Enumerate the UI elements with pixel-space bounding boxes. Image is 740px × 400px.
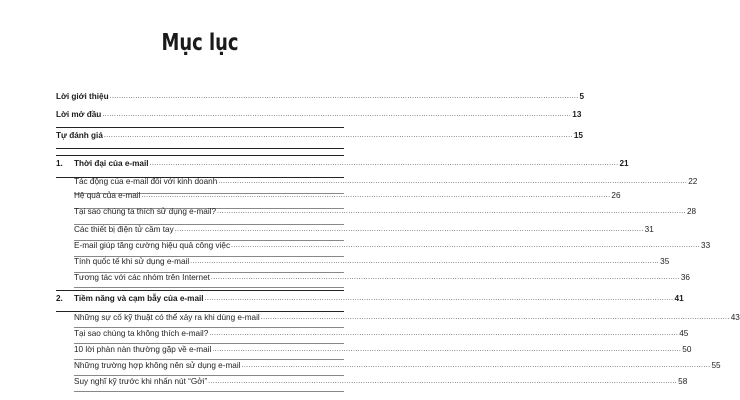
page-number: 21	[619, 159, 629, 168]
page-number: 28	[687, 207, 697, 216]
toc-entry	[74, 236, 711, 251]
page-number: 35	[660, 257, 670, 266]
page-title: Mục lục	[161, 30, 239, 56]
page-number: 55	[711, 361, 721, 370]
dot-leader: ........................................................................................................................................................................................................	[217, 208, 686, 215]
toc-entry	[56, 87, 585, 102]
entry-title: Thời đại của e-mail	[74, 159, 149, 168]
toc-entry	[74, 324, 689, 339]
dot-leader: ........................................................................................................................................................................................................	[149, 160, 619, 167]
page-number: 13	[572, 110, 582, 119]
dot-leader: ........................................................................................................................................................................................................	[260, 314, 730, 321]
chapter-number: 2.	[56, 294, 63, 303]
page-number: 22	[688, 177, 698, 186]
toc-entry	[56, 126, 583, 141]
dot-leader: ........................................................................................................................................................................................................	[109, 93, 579, 100]
entry-title: Tác động của e-mail đối với kinh doanh	[74, 177, 218, 186]
dot-leader: ........................................................................................................................................................................................................	[174, 226, 644, 233]
dot-leader: ........................................................................................................................................................................................................	[241, 362, 711, 369]
page-number: 26	[611, 191, 621, 200]
entry-title: Hệ quả của e-mail	[74, 191, 141, 200]
toc-entry	[74, 340, 692, 355]
toc-entry	[74, 172, 698, 187]
entry-title: Suy nghĩ kỹ trước khi nhấn nút “Gởi”	[74, 377, 208, 386]
toc-entry	[74, 220, 654, 235]
dot-leader: ........................................................................................................................................................................................................	[209, 330, 679, 337]
dot-leader: ........................................................................................................................................................................................................	[103, 132, 573, 139]
page-number: 15	[573, 131, 583, 140]
entry-title: Tính quốc tế khi sử dụng e-mail	[74, 257, 190, 266]
dot-leader: ........................................................................................................................................................................................................	[212, 346, 682, 353]
page-number: 5	[579, 92, 585, 101]
toc-entry	[74, 186, 621, 201]
dot-leader: ........................................................................................................................................................................................................	[102, 111, 572, 118]
entry-title: Lời mở đầu	[56, 110, 102, 119]
entry-title: E-mail giúp tăng cường hiệu quả công việc	[74, 241, 231, 250]
toc-entry	[74, 252, 670, 267]
page-number: 31	[644, 225, 654, 234]
page-number: 41	[674, 294, 684, 303]
toc-entry	[56, 105, 582, 120]
dot-leader: ........................................................................................................................................................................................................	[210, 274, 680, 281]
dot-leader: ........................................................................................................................................................................................................	[231, 242, 701, 249]
dot-leader: ........................................................................................................................................................................................................	[141, 192, 611, 199]
page-number: 58	[678, 377, 688, 386]
entry-title: Lời giới thiệu	[56, 92, 109, 101]
entry-title: Các thiết bị điện tử cầm tay	[74, 225, 174, 234]
chapter-number: 1.	[56, 159, 63, 168]
toc-entry	[56, 154, 629, 169]
toc-entry	[74, 268, 690, 283]
toc-entry	[74, 372, 688, 387]
page-number: 45	[679, 329, 689, 338]
divider	[56, 148, 344, 149]
row-divider	[74, 391, 344, 392]
entry-title: Tại sao chúng ta thích sử dụng e-mail?	[74, 207, 217, 216]
entry-title: 10 lời phàn nàn thường gặp về e-mail	[74, 345, 212, 354]
dot-leader: ........................................................................................................................................................................................................	[208, 378, 678, 385]
toc-entry	[74, 202, 697, 217]
toc-entry	[56, 289, 684, 304]
dot-leader: ........................................................................................................................................................................................................	[218, 178, 688, 185]
entry-title: Tự đánh giá	[56, 131, 103, 140]
entry-title: Tại sao chúng ta không thích e-mail?	[74, 329, 209, 338]
row-divider	[74, 287, 344, 288]
entry-title: Những trường hợp không nên sử dụng e-mail	[74, 361, 241, 370]
page-number: 50	[682, 345, 692, 354]
page-number: 36	[680, 273, 690, 282]
dot-leader: ........................................................................................................................................................................................................	[204, 295, 674, 302]
entry-title: Tiềm năng và cạm bẫy của e-mail	[74, 294, 204, 303]
page-number: 33	[701, 241, 711, 250]
entry-title: Tương tác với các nhóm trên Internet	[74, 273, 210, 282]
dot-leader: ........................................................................................................................................................................................................	[190, 258, 660, 265]
page-number: 43	[730, 313, 740, 322]
toc-entry	[74, 356, 721, 371]
toc-entry	[74, 308, 740, 323]
entry-title: Những sự cố kỹ thuật có thể xảy ra khi dùng e-mail	[74, 313, 260, 322]
